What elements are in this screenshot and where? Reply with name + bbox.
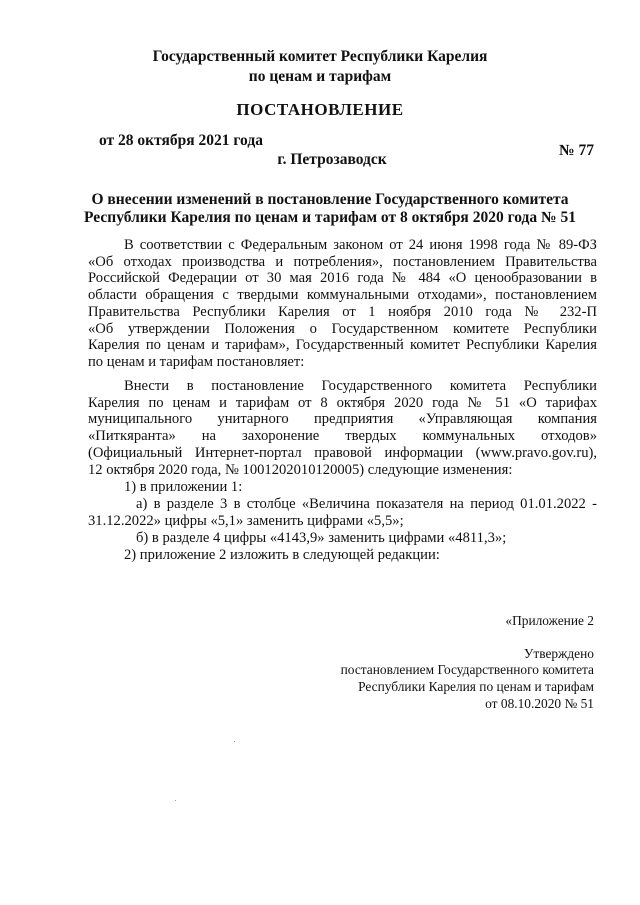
item-1a xyxy=(88,496,597,529)
preamble-line: Правительства Республики Карелия от 1 ноября 2010 года № 232-П xyxy=(88,303,597,320)
item-1: 1) в приложении 1: xyxy=(124,479,243,495)
preamble-line: по ценам и тарифам постановляет: xyxy=(88,353,305,370)
city: г. Петрозаводск xyxy=(277,151,387,168)
org-name-line1: Государственный комитет Республики Карелия xyxy=(152,48,488,65)
org-name-line2: по ценам и тарифам xyxy=(248,68,392,85)
appendix-label: «Приложение 2 xyxy=(505,613,594,628)
preamble-line: В соответствии с Федеральным законом от 24 июня 1998 года № 89-ФЗ xyxy=(124,237,597,253)
resolution-line: Карелия по ценам и тарифам от 8 октября 2020 года № 51 «О тарифах xyxy=(88,394,597,411)
subject-line1: О внесении изменений в постановление Государственного комитета xyxy=(91,191,569,208)
subject-line2: Республики Карелия по ценам и тарифам от 8 октября 2020 года № 51 xyxy=(84,209,576,226)
document-date: от 28 октября 2021 года xyxy=(99,132,263,149)
preamble-line: «Об утверждении Положения о Государственном комитете Республики xyxy=(88,320,597,337)
preamble-line: Российской Федерации от 30 мая 2016 года № 484 «О ценообразовании в xyxy=(88,270,597,287)
item-1a-line: а) в разделе 3 в столбце «Величина показателя на период 01.01.2022 - xyxy=(136,496,597,512)
scan-speck xyxy=(175,800,176,801)
scan-speck xyxy=(234,741,235,742)
approved-by-line2: Республики Карелия по ценам и тарифам xyxy=(358,679,594,694)
resolution-line: 12 октября 2020 года, № 1001202010120005) следующие изменения: xyxy=(88,461,513,478)
approved-by-line1: постановлением Государственного комитета xyxy=(340,662,594,677)
document-number: № 77 xyxy=(559,142,594,159)
resolution-paragraph xyxy=(88,378,597,478)
preamble-line: Карелия по ценам и тарифам», Государственный комитет Республики Карелия xyxy=(88,337,597,354)
approved-date-number: от 08.10.2020 № 51 xyxy=(485,696,594,711)
preamble-line: области обращения с твердыми коммунальными отходами», постановлением xyxy=(88,287,597,304)
approved-label: Утверждено xyxy=(523,646,594,661)
resolution-line: муниципального унитарного предприятия «Управляющая компания xyxy=(88,411,597,428)
resolution-line: (Официальный Интернет-портал правовой информации (www.pravo.gov.ru), xyxy=(88,444,597,461)
item-1a-line: 31.12.2022» цифры «5,1» заменить цифрами «5,5»; xyxy=(88,512,404,529)
preamble-line: «Об отходах производства и потребления», постановлением Правительства xyxy=(88,253,597,270)
preamble-paragraph xyxy=(88,237,597,371)
document-type: ПОСТАНОВЛЕНИЕ xyxy=(236,100,404,119)
resolution-line: Внести в постановление Государственного комитета Республики xyxy=(124,378,597,394)
item-1b: б) в разделе 4 цифры «4143,9» заменить цифрами «4811,3»; xyxy=(136,530,507,546)
resolution-line: «Питкяранта» на захоронение твердых коммунальных отходов» xyxy=(88,428,597,445)
item-2: 2) приложение 2 изложить в следующей редакции: xyxy=(124,547,440,563)
